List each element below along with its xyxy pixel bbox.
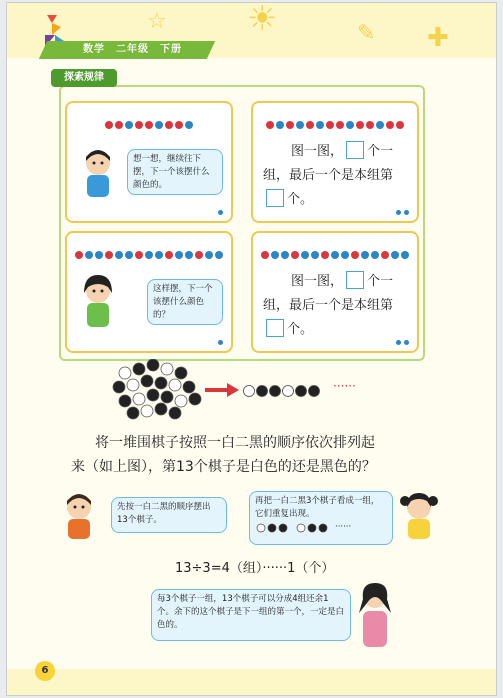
bottom-banner xyxy=(7,669,496,695)
red-bead xyxy=(105,121,113,129)
red-bead xyxy=(195,251,203,259)
blue-bead xyxy=(205,251,213,259)
red-bead xyxy=(396,121,404,129)
white-stone xyxy=(161,363,173,375)
fill-line-2: 组，最后一个是本组第 xyxy=(263,298,394,313)
black-stone xyxy=(268,524,276,532)
black-stone xyxy=(296,386,307,397)
black-stone xyxy=(119,395,131,407)
red-bead xyxy=(366,121,374,129)
hint-bubble-bottom: 每3个棋子一组，13个棋子可以分成4组还余1个。余下的这个棋子是下一组的第一个，一定是白色的。 xyxy=(151,589,351,641)
red-bead xyxy=(145,121,153,129)
red-bead xyxy=(381,251,389,259)
blue-bead xyxy=(115,251,123,259)
red-bead xyxy=(165,251,173,259)
answer-box[interactable] xyxy=(266,319,284,337)
bead-row-2 xyxy=(253,121,417,129)
red-bead xyxy=(261,251,269,259)
blue-bead xyxy=(371,251,379,259)
bead-row-1 xyxy=(67,121,231,129)
problem-line-1: 将一堆围棋子按照一白二黑的顺序依次排列起 xyxy=(95,435,375,451)
blue-bead xyxy=(296,121,304,129)
hint-bubble-1: 想一想，继续往下摆，下一个该摆什么颜色的。 xyxy=(127,149,223,195)
bead-row-4 xyxy=(253,251,417,259)
blue-bead xyxy=(125,251,133,259)
textbook-page xyxy=(6,2,497,696)
blue-bead xyxy=(346,121,354,129)
pencil-decoration-icon: ✎ xyxy=(357,21,376,46)
card-fill-2 xyxy=(251,231,419,353)
black-stone xyxy=(133,363,145,375)
boy-thinking-icon xyxy=(57,491,101,543)
white-stone xyxy=(175,395,187,407)
black-stone xyxy=(113,381,125,393)
red-bead xyxy=(165,121,173,129)
sequence-ellipsis: ······ xyxy=(333,379,356,393)
stone-sequence-icon xyxy=(241,383,321,399)
red-bead xyxy=(386,121,394,129)
blue-bead xyxy=(215,251,223,259)
bead-row-3 xyxy=(67,251,231,259)
corner-dots xyxy=(396,210,409,215)
arrow-right-icon xyxy=(205,383,241,397)
hint-bubble-left: 先按一白二黑的顺序摆出13个棋子。 xyxy=(111,497,227,533)
hint-bubble-2: 这样摆，下一个该摆什么颜色的？ xyxy=(147,279,223,325)
go-stone-pile-icon xyxy=(111,359,211,425)
blue-bead xyxy=(125,121,133,129)
red-bead xyxy=(135,121,143,129)
black-stone xyxy=(175,367,187,379)
white-stone xyxy=(119,367,131,379)
red-bead xyxy=(291,251,299,259)
blue-bead xyxy=(276,121,284,129)
white-stone xyxy=(127,379,139,391)
fill-text: 个一 xyxy=(367,274,394,289)
blue-bead xyxy=(155,251,163,259)
red-bead xyxy=(266,121,274,129)
white-stone xyxy=(297,524,305,532)
blue-bead xyxy=(331,251,339,259)
black-stone xyxy=(127,407,139,419)
bubble-stone-row xyxy=(255,521,387,534)
black-stone xyxy=(169,407,181,419)
fill-text: 个一 xyxy=(367,144,394,159)
red-bead xyxy=(321,251,329,259)
red-bead xyxy=(306,121,314,129)
fill-text: 图一图， xyxy=(291,274,344,289)
black-stone xyxy=(155,377,167,389)
white-stone xyxy=(283,386,294,397)
fill-line-1 xyxy=(291,269,393,295)
bubble-right-text: 再把一白二黑3个棋子看成一组，它们重复出现。 xyxy=(255,496,380,519)
blue-bead xyxy=(376,121,384,129)
girl-figure-icon xyxy=(75,273,121,333)
hint-bubble-right xyxy=(249,491,393,545)
page-number: 6 xyxy=(35,661,55,681)
black-stone xyxy=(147,359,159,371)
red-bead xyxy=(75,251,83,259)
corner-dots xyxy=(218,210,223,215)
red-bead xyxy=(115,121,123,129)
fill-line-1 xyxy=(291,139,393,165)
red-bead xyxy=(326,121,334,129)
boy-figure-icon xyxy=(75,147,121,203)
corner-dots xyxy=(218,340,223,345)
white-stone xyxy=(244,386,255,397)
blue-bead xyxy=(316,121,324,129)
fill-text: 个。 xyxy=(287,322,314,337)
bubble-ellipsis: ······ xyxy=(335,522,352,532)
problem-line-2: 来（如上图），第13个棋子是白色的还是黑色的？ xyxy=(71,459,376,475)
blue-bead xyxy=(185,121,193,129)
black-stone xyxy=(319,524,327,532)
blue-bead xyxy=(145,251,153,259)
stone-group-icon xyxy=(255,523,291,533)
fill-text: 个。 xyxy=(287,192,314,207)
blue-bead xyxy=(85,251,93,259)
blue-bead xyxy=(185,251,193,259)
black-stone xyxy=(147,389,159,401)
blue-bead xyxy=(301,251,309,259)
corner-dots xyxy=(396,340,409,345)
fill-line-3 xyxy=(263,187,313,213)
black-stone xyxy=(308,524,316,532)
red-bead xyxy=(175,121,183,129)
black-stone xyxy=(279,524,287,532)
red-bead xyxy=(336,121,344,129)
card-pattern-2 xyxy=(65,231,233,353)
black-stone xyxy=(141,375,153,387)
fill-line-3 xyxy=(263,317,313,343)
white-stone xyxy=(141,405,153,417)
blue-bead xyxy=(281,251,289,259)
section-title: 探索规律 xyxy=(51,69,117,87)
answer-box[interactable] xyxy=(346,141,364,159)
white-stone xyxy=(133,393,145,405)
red-bead xyxy=(135,251,143,259)
black-stone xyxy=(270,386,281,397)
red-bead xyxy=(286,121,294,129)
blue-bead xyxy=(311,251,319,259)
blue-bead xyxy=(361,251,369,259)
fill-text: 图一图， xyxy=(291,144,344,159)
answer-box[interactable] xyxy=(266,189,284,207)
blue-bead xyxy=(175,251,183,259)
black-stone xyxy=(161,391,173,403)
blue-bead xyxy=(391,251,399,259)
black-stone xyxy=(189,393,201,405)
card-fill-1 xyxy=(251,101,419,223)
card-pattern-1 xyxy=(65,101,233,223)
sun-decoration-icon: ☀ xyxy=(247,2,278,39)
black-stone xyxy=(183,381,195,393)
division-formula: 13÷3=4（组）······1（个） xyxy=(175,561,335,576)
black-stone xyxy=(257,386,268,397)
red-bead xyxy=(351,251,359,259)
plus-decoration-icon: ✚ xyxy=(427,23,449,53)
blue-bead xyxy=(271,251,279,259)
fill-line-2: 组，最后一个是本组第 xyxy=(263,168,394,183)
stone-group-icon xyxy=(295,523,331,533)
blue-bead xyxy=(341,251,349,259)
white-stone xyxy=(257,524,265,532)
answer-box[interactable] xyxy=(346,271,364,289)
book-title: 数学 二年级 下册 xyxy=(83,44,182,55)
teacher-figure-icon xyxy=(353,581,397,651)
black-stone xyxy=(155,403,167,415)
black-stone xyxy=(309,386,320,397)
red-bead xyxy=(105,251,113,259)
blue-bead xyxy=(155,121,163,129)
red-bead xyxy=(356,121,364,129)
star-decoration-icon: ☆ xyxy=(147,9,167,34)
girl-pigtails-icon xyxy=(399,489,439,541)
blue-bead xyxy=(95,251,103,259)
blue-bead xyxy=(401,251,409,259)
white-stone xyxy=(169,379,181,391)
